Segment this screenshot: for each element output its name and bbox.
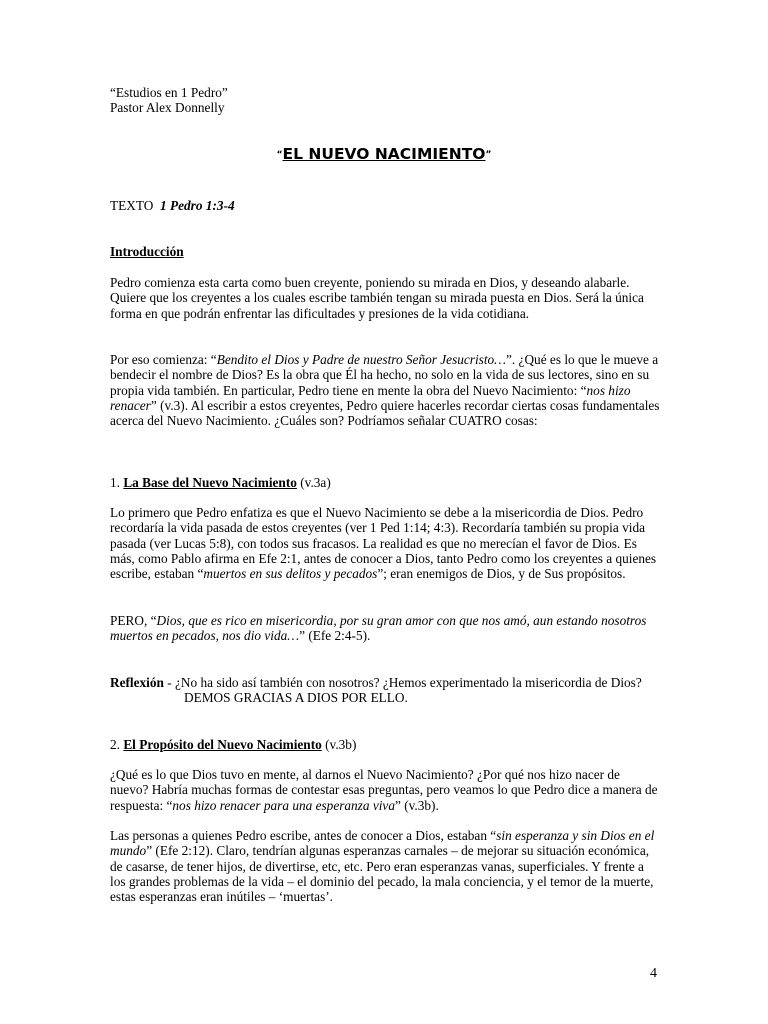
s1-p2-quote: Dios, que es rico en misericordia, por su gran amor con que nos amó, aun estando nosotros muertos en pecados, nos dio vida…: [110, 613, 647, 644]
s2-p1-c: ” (v.3b).: [394, 797, 439, 813]
s1-p1-quote: muertos en sus delitos y pecados: [203, 566, 378, 582]
intro-p2-a: Por eso comienza: “: [110, 352, 217, 367]
section-2-paragraph-1: [110, 767, 660, 813]
reflexion-label: Reflexión: [110, 675, 164, 690]
texto-line: [110, 198, 660, 213]
introduction-heading-block: [110, 244, 660, 259]
page-title: [0, 147, 768, 163]
title-close-quote: ”: [485, 150, 492, 160]
section-1-heading: [110, 475, 660, 490]
series-header: [110, 85, 660, 116]
author-line: Pastor Alex Donnelly: [110, 100, 225, 116]
introduction-heading: Introducción: [110, 244, 184, 259]
title-text: EL NUEVO NACIMIENTO: [282, 145, 486, 163]
section-2-paragraph-2: [110, 828, 660, 904]
introduction-paragraph-1: [110, 275, 660, 321]
s2-p1-a: ¿Qué es lo que Dios tuvo en mente, al darnos el Nuevo Nacimiento? ¿Por qué nos hizo nacer de nuevo? Habría muchas formas de contestar esas preguntas, pero veamos lo que Pedro dice a manera de respuesta: “: [110, 767, 658, 813]
section-1-title: La Base del Nuevo Nacimiento: [123, 475, 297, 490]
section-1-paragraph-1: [110, 505, 660, 581]
section-2-number: 2.: [110, 737, 120, 752]
intro-p2-quote-2: nos hizo renacer: [110, 382, 631, 413]
reflexion-block: [110, 675, 660, 706]
section-1-paragraph-2: [110, 613, 660, 644]
s2-p2-quote: sin esperanza y sin Dios en el mundo: [110, 828, 655, 859]
page-number: 4: [650, 966, 657, 981]
section-2-heading: [110, 737, 660, 752]
section-2-title: El Propósito del Nuevo Nacimiento: [123, 737, 322, 752]
s2-p2-c: ” (Efe 2:12). Claro, tendrían algunas esperanzas carnales – de mejorar su situación económica, de casarse, de tener hijos, de divertirse, etc, etc. Pero eran esperanzas vanas, superficiales. Y frente a los grandes problemas de la vida – el dominio del pecado, la mala conciencia, y el temor de la muerte, estas esperanzas eran inútiles – ‘muertas’.: [110, 843, 654, 905]
intro-p1: Pedro comienza esta carta como buen creyente, poniendo su mirada en Dios, y deseando alabarle. Quiere que los creyentes a los cuales escribe también tengan su mirada puesta en Dios. Será la única forma en que podrán enfrentar las dificultades y presiones de la vida cotidiana.: [110, 275, 644, 321]
intro-p2-e: ” (v.3). Al escribir a estos creyentes, Pedro quiere hacerles recordar ciertas cosas fundamentales acerca del Nuevo Nacimiento. ¿Cuáles son? Podríamos señalar CUATRO cosas:: [110, 397, 660, 429]
s1-p1-c: ”; eran enemigos de Dios, y de Sus propósitos.: [377, 566, 626, 582]
s2-p2-a: Las personas a quienes Pedro escribe, antes de conocer a Dios, estaban “: [110, 828, 497, 843]
reflexion-text: - ¿No ha sido así también con nosotros? ¿Hemos experimentado la misericordia de Dios? DEMOS GRACIAS A DIOS POR ELLO.: [163, 675, 642, 706]
texto-reference: 1 Pedro 1:3-4: [160, 198, 235, 213]
s2-p1-quote: nos hizo renacer para una esperanza viva: [172, 797, 395, 813]
section-1-number: 1.: [110, 475, 120, 490]
section-2-ref: (v.3b): [325, 737, 357, 752]
intro-p2-quote: Bendito el Dios y Padre de nuestro Señor Jesucristo…: [216, 352, 506, 367]
section-1-ref: (v.3a): [300, 475, 331, 490]
texto-label: TEXTO: [110, 198, 154, 213]
s1-p1-a: Lo primero que Pedro enfatiza es que el Nuevo Nacimiento se debe a la misericordia de Dios. Pedro recordaría la vida pasada de estos creyentes (ver 1 Ped 1:14; 4:3). Recordaría también su propia vida pasada (ver Lucas 5:8), con todos sus fracasos. La realidad es que no merecían el favor de Dios. Es más, como Pablo afirma en Efe 2:1, antes de conocer a Dios, tanto Pedro como los creyentes a quienes escribe, estaban “: [110, 505, 657, 582]
title-open-quote: “: [276, 150, 283, 160]
s1-p2-a: PERO, “: [110, 613, 157, 628]
introduction-paragraph-2: [110, 352, 660, 428]
s1-p2-c: ” (Efe 2:4-5).: [299, 628, 371, 644]
intro-p2-c: ”. ¿Qué es lo que le mueve a bendecir el nombre de Dios? Es la obra que Él ha hecho, no solo en la vida de sus lectores, sino en su propia vida también. En particular, Pedro tiene en mente la obra del Nuevo Nacimiento: “: [110, 352, 659, 398]
series-title: “Estudios en 1 Pedro”: [110, 85, 228, 100]
